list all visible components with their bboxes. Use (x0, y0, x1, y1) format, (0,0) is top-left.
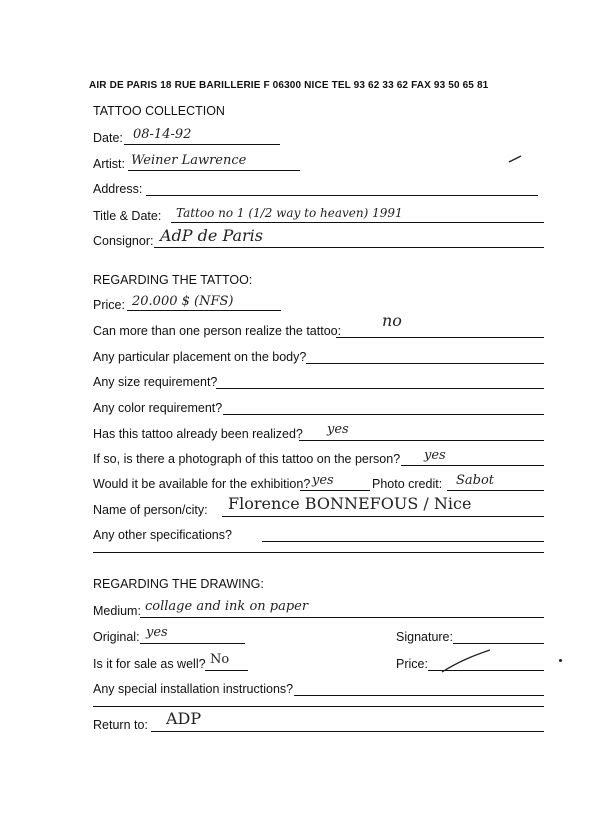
realized-line (299, 440, 544, 441)
title-date-line (171, 222, 544, 223)
photograph-value[interactable]: yes (424, 448, 446, 463)
person-city-line (222, 516, 544, 517)
available-value[interactable]: yes (312, 473, 334, 488)
color-label: Any color requirement? (93, 401, 223, 415)
photo-credit-value[interactable]: Sabot (456, 473, 495, 488)
return-to-value[interactable]: ADP (166, 709, 202, 728)
letterhead: AIR DE PARIS 18 RUE BARILLERIE F 06300 NICE TEL 93 62 33 62 FAX 93 50 65 81 (89, 80, 489, 91)
artist-line (128, 170, 300, 171)
realized-label: Has this tattoo already been realized? (93, 427, 303, 441)
pen-mark-icon (508, 154, 522, 164)
other-specs-label: Any other specifications? (93, 528, 232, 542)
address-label: Address: (93, 182, 143, 196)
placement-line (306, 363, 544, 364)
drawing-section-heading: REGARDING THE DRAWING: (93, 577, 264, 591)
photo-credit-line (447, 490, 544, 491)
title-date-label: Title & Date: (93, 209, 162, 223)
realized-value[interactable]: yes (327, 422, 349, 437)
price-strike-icon (440, 648, 492, 674)
color-line (223, 414, 544, 415)
for-sale-label: Is it for sale as well? (93, 657, 206, 671)
more-than-one-line (336, 337, 544, 338)
title-date-value[interactable]: Tattoo no 1 (1/2 way to heaven) 1991 (176, 206, 403, 220)
photograph-label: If so, is there a photograph of this tattoo on the person? (93, 452, 401, 466)
photograph-line (401, 465, 544, 466)
price-label: Price: (93, 298, 125, 312)
medium-label: Medium: (93, 604, 141, 618)
more-than-one-value[interactable]: no (382, 311, 402, 330)
artist-label: Artist: (93, 157, 125, 171)
date-label: Date: (93, 131, 123, 145)
drawing-price-label: Price: (396, 657, 428, 671)
available-label: Would it be available for the exhibition? (93, 477, 311, 491)
tattoo-section-heading: REGARDING THE TATTOO: (93, 273, 253, 287)
medium-value[interactable]: collage and ink on paper (145, 599, 309, 614)
form-title: TATTOO COLLECTION (93, 104, 225, 118)
available-line (300, 490, 370, 491)
ink-dot (559, 659, 562, 662)
address-line (146, 195, 538, 196)
more-than-one-label: Can more than one person realize the tattoo: (93, 324, 342, 338)
consignor-value[interactable]: AdP de Paris (160, 226, 264, 245)
consignor-line (154, 247, 544, 248)
photo-credit-label: Photo credit: (372, 477, 443, 491)
artist-value[interactable]: Weiner Lawrence (131, 153, 247, 168)
size-line (216, 388, 544, 389)
person-city-label: Name of person/city: (93, 503, 208, 517)
for-sale-line (205, 670, 248, 671)
price-line (127, 310, 281, 311)
person-city-value[interactable]: Florence BONNEFOUS / Nice (228, 494, 472, 513)
consignor-label: Consignor: (93, 234, 154, 248)
other-specs-line (262, 541, 544, 542)
signature-line (453, 643, 544, 644)
price-value[interactable]: 20.000 $ (NFS) (132, 294, 234, 309)
signature-label: Signature: (396, 630, 453, 644)
installation-line (294, 695, 544, 696)
installation-label: Any special installation instructions? (93, 682, 294, 696)
date-line (124, 144, 280, 145)
return-to-label: Return to: (93, 718, 148, 732)
medium-line (140, 617, 544, 618)
original-value[interactable]: yes (146, 625, 168, 640)
other-specs-extra-line (93, 552, 544, 553)
installation-extra-line (93, 706, 544, 707)
return-to-line (151, 731, 544, 732)
original-label: Original: (93, 630, 140, 644)
date-value[interactable]: 08-14-92 (133, 127, 192, 142)
placement-label: Any particular placement on the body? (93, 350, 307, 364)
for-sale-value[interactable]: No (210, 652, 230, 667)
size-label: Any size requirement? (93, 375, 218, 389)
original-line (140, 643, 245, 644)
